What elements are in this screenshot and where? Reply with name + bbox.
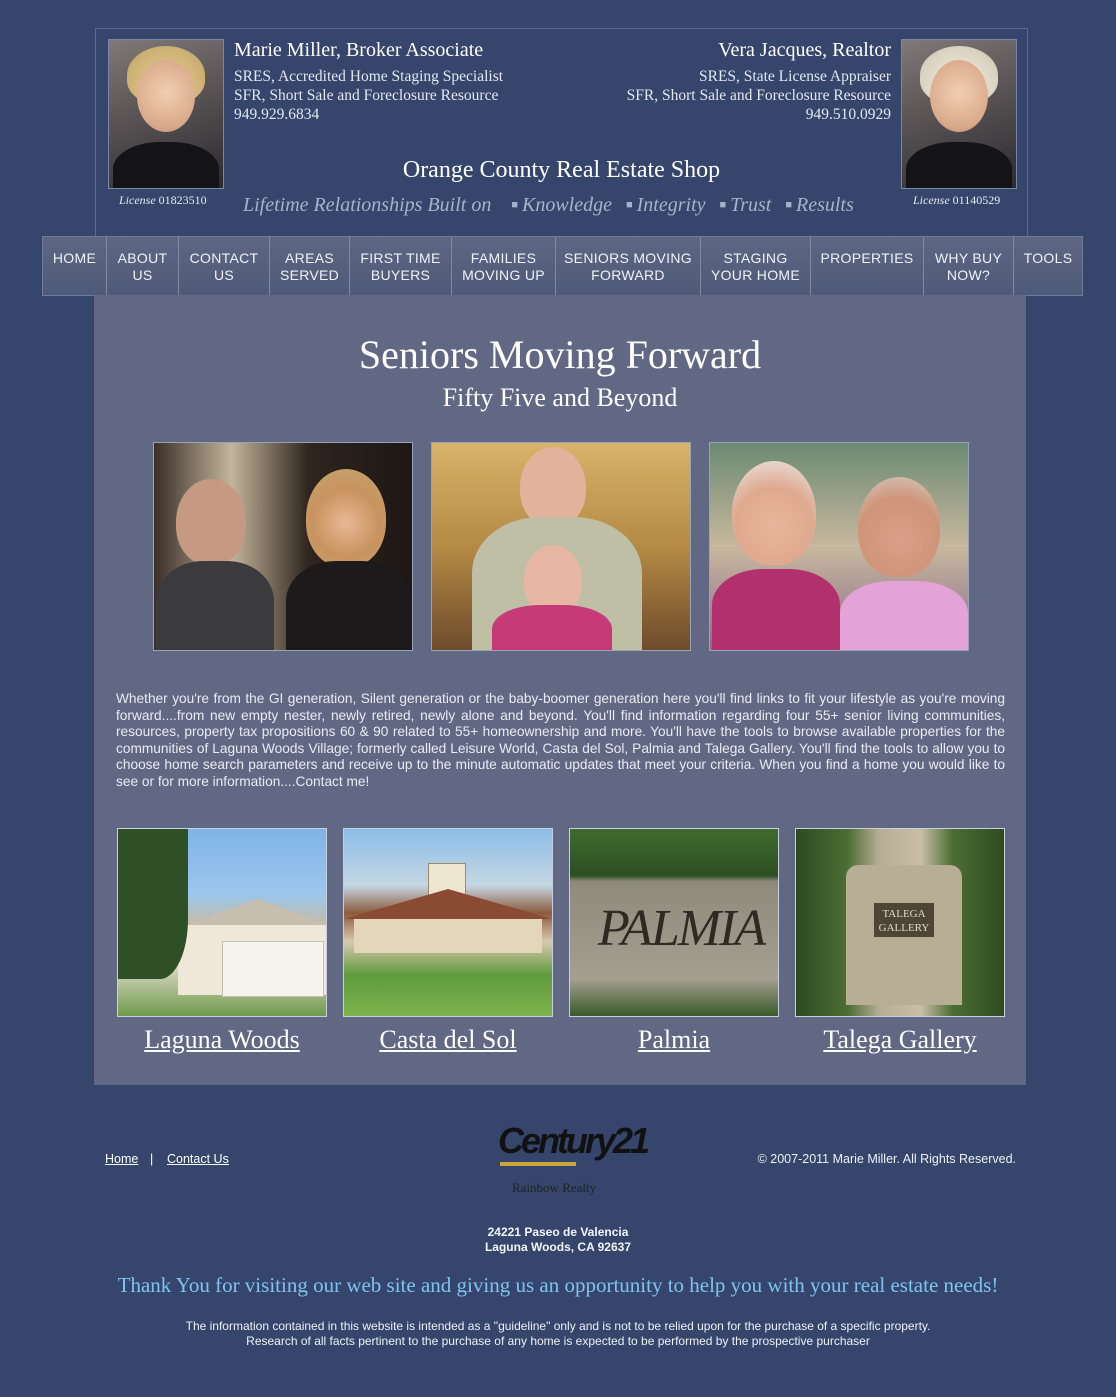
disclaimer-line-2: Research of all facts pertinent to the purchase of any home is expected to be performed by the prospective purchaser: [246, 1334, 870, 1348]
bullet-icon: ■: [625, 199, 633, 211]
bullet-icon: ■: [785, 199, 792, 211]
license-right: License 01140529: [913, 193, 1001, 207]
footer-link-contact-us[interactable]: Contact Us: [167, 1152, 229, 1166]
main-navigation: [42, 236, 1083, 296]
nav-item-seniors-moving-forward[interactable]: SENIORS MOVING FORWARD: [556, 237, 701, 295]
shop-name: Orange County Real Estate Shop: [402, 157, 721, 183]
tagline-lead: Lifetime Relationships Built on: [243, 194, 492, 216]
nav-item-areas-served[interactable]: AREAS SERVED: [270, 237, 350, 295]
tagline-value: Trust: [730, 194, 772, 216]
palmia-sign: PALMIA: [598, 900, 765, 957]
community-link-palmia[interactable]: Palmia: [637, 1025, 711, 1054]
copyright-notice: © 2007-2011 Marie Miller. All Rights Reserved.: [757, 1152, 1016, 1166]
casta-del-sol-photo[interactable]: [343, 828, 553, 1017]
nav-item-why-buy-now[interactable]: WHY BUY NOW?: [924, 237, 1014, 295]
nav-item-families-moving-up[interactable]: FAMILIES MOVING UP: [452, 237, 556, 295]
footer-link-home[interactable]: Home: [105, 1152, 139, 1166]
intro-paragraph: Whether you're from the GI generation, Silent generation or the baby-boomer generation here you'll find links to fit your lifestyle as you're moving forward....from new empty nester, newly retired, newly alone and beyond. You'll find information regarding four 55+ senior living communities, resources, property tax propositions 60 & 90 related to 55+ homeownership and more. You'll have the tools to browse available properties for the communities of Laguna Woods Village; formerly called Leisure World, Casta del Sol, Palmia and Talega Gallery. You'll find the tools to allow you to choose home search parameters and receive up to the minute automatic updates that meet your criteria. When you find a home you would like to see or for more information....Contact me!: [116, 691, 1005, 789]
bullet-icon: ■: [511, 199, 518, 211]
laguna-woods-photo[interactable]: [117, 828, 327, 1017]
community-link-talega-gallery[interactable]: Talega Gallery: [823, 1025, 977, 1054]
license-left: License 01823510: [119, 193, 207, 207]
tagline-value: Results: [795, 194, 854, 216]
community-link-laguna-woods[interactable]: Laguna Woods: [144, 1025, 300, 1054]
nav-item-home[interactable]: HOME: [43, 237, 107, 295]
community-link-casta-del-sol[interactable]: Casta del Sol: [379, 1025, 517, 1054]
community-talega-gallery: [795, 828, 1005, 1055]
talega-gallery-sign: TALEGA GALLERY: [872, 901, 936, 939]
logo-wordmark: Century21: [498, 1120, 648, 1161]
century21-logo: [498, 1120, 648, 1200]
office-address-street: 24221 Paseo de Valencia: [487, 1225, 629, 1239]
seniors-photo-couple-1: [153, 442, 413, 651]
seniors-photo-couple-3: [709, 442, 969, 651]
agent-right-credential-2: SFR, Short Sale and Foreclosure Resource: [626, 87, 891, 104]
logo-gold-bar: [500, 1162, 576, 1166]
nav-item-tools[interactable]: TOOLS: [1023, 250, 1073, 266]
tagline-value: Knowledge: [521, 194, 612, 216]
header-panel: [95, 28, 1028, 238]
nav-item-contact-us[interactable]: CONTACT US: [179, 237, 270, 295]
agent-left-name: Marie Miller, Broker Associate: [234, 39, 484, 61]
palmia-photo[interactable]: [569, 828, 779, 1017]
nav-item-about-us[interactable]: ABOUT US: [107, 237, 179, 295]
agent-left-phone: 949.929.6834: [234, 106, 320, 123]
agent-right-credential-1: SRES, State License Appraiser: [699, 68, 891, 85]
bullet-icon: ■: [719, 199, 727, 211]
main-content: [94, 295, 1026, 1085]
community-casta-del-sol: [343, 828, 553, 1055]
agent-right-phone: 949.510.0929: [805, 106, 891, 123]
agent-right-details: [627, 67, 891, 124]
nav-item-first-time-buyers[interactable]: FIRST TIME BUYERS: [350, 237, 452, 295]
page-subtitle: Fifty Five and Beyond: [442, 383, 678, 412]
tagline: [243, 194, 854, 217]
agent-right-name: Vera Jacques, Realtor: [718, 39, 891, 61]
logo-subtitle: Rainbow Realty: [512, 1180, 597, 1195]
agent-left-credential-2: SFR, Short Sale and Foreclosure Resource: [234, 87, 499, 104]
agent-left-details: [234, 67, 503, 124]
thank-you-message: Thank You for visiting our web site and giving us an opportunity to help you with your real estate needs!: [117, 1273, 999, 1297]
footer-link-separator: |: [150, 1152, 154, 1166]
community-laguna-woods: [117, 828, 327, 1055]
disclaimer-line-1: The information contained in this website is intended as a "guideline" only and is not to be relied upon for the purchase of a specific property.: [185, 1319, 931, 1333]
talega-gallery-photo[interactable]: [795, 828, 1005, 1017]
tagline-value: Integrity: [636, 194, 706, 216]
seniors-photo-couple-2: [431, 442, 691, 651]
page-title: Seniors Moving Forward: [358, 332, 762, 377]
nav-item-staging-your-home[interactable]: STAGING YOUR HOME: [701, 237, 811, 295]
nav-item-properties[interactable]: PROPERTIES: [811, 237, 924, 295]
community-palmia: [569, 828, 779, 1055]
agent-left-credential-1: SRES, Accredited Home Staging Specialist: [234, 68, 504, 85]
office-address-city: Laguna Woods, CA 92637: [484, 1240, 632, 1254]
